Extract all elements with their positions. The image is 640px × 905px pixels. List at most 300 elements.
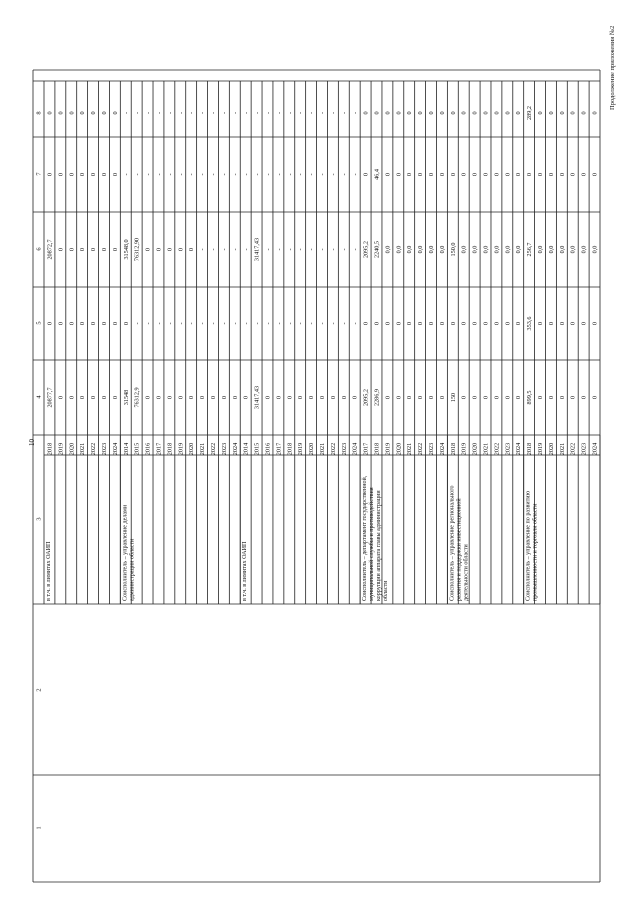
value-col7: 0 — [417, 172, 425, 177]
value-col5: 0 — [46, 321, 54, 326]
value-col8: 0 — [558, 111, 566, 115]
value-col8: 0 — [373, 111, 381, 115]
value-col6: - — [242, 248, 250, 251]
value-col4: 0 — [580, 395, 588, 400]
value-col8: - — [319, 111, 326, 115]
value-col5: - — [177, 322, 185, 325]
value-col4: 20877,7 — [46, 387, 54, 408]
value-col6: 0,0 — [537, 245, 545, 254]
value-col6: 0 — [90, 247, 98, 252]
year-cell: 2024 — [351, 442, 359, 456]
value-col8: 0 — [384, 111, 392, 115]
value-col5: 0 — [547, 321, 555, 326]
year-cell: 2018 — [286, 442, 294, 456]
value-col5: 0 — [122, 321, 130, 326]
value-col7: - — [297, 173, 305, 176]
value-col7: 0 — [537, 172, 545, 177]
value-col6: 31548,0 — [122, 239, 130, 260]
year-cell: 2015 — [253, 442, 261, 456]
year-cell: 2023 — [100, 442, 108, 456]
value-col4: 76312,9 — [133, 387, 141, 408]
year-cell: 2020 — [308, 442, 316, 456]
value-col7: - — [351, 173, 359, 176]
value-col7: 0 — [515, 172, 523, 177]
value-col5: 0 — [373, 321, 381, 326]
value-col8: - — [351, 111, 359, 115]
value-col8: - — [122, 111, 130, 115]
value-col6: - — [231, 248, 239, 251]
value-col7: - — [177, 173, 185, 176]
value-col7: 0 — [580, 172, 588, 177]
year-cell: 2014 — [242, 442, 250, 456]
value-col8: - — [155, 111, 163, 115]
value-col5: - — [308, 322, 316, 325]
value-col4: 0 — [144, 395, 152, 400]
value-col4: 0 — [275, 395, 283, 400]
value-col7: 0 — [46, 172, 54, 177]
value-col7: - — [329, 173, 337, 176]
block-label: Соисполнитель – управление регионального — [449, 485, 456, 601]
value-col6: - — [351, 248, 359, 251]
value-col5: - — [166, 322, 174, 325]
value-col8: - — [297, 111, 305, 115]
block-label: администрации области — [129, 538, 136, 601]
value-col5: 0 — [79, 321, 87, 326]
year-cell: 2020 — [471, 442, 479, 456]
block-label: муниципальной службы и противодействия — [369, 487, 376, 601]
value-col6: 2240,5 — [373, 240, 381, 259]
block-label: в т.ч. в лимитах ОАИП — [242, 541, 249, 601]
value-col5: - — [199, 322, 207, 325]
column-number: 8 — [35, 111, 43, 115]
value-col4: 0 — [406, 395, 414, 400]
value-col4: 2095,2 — [362, 388, 370, 407]
value-col5: 0 — [482, 321, 490, 326]
value-col4: 0 — [471, 395, 479, 400]
value-col8: 0 — [460, 111, 468, 115]
column-number: 7 — [35, 172, 43, 176]
value-col6: 0 — [100, 247, 108, 252]
value-col7: - — [155, 173, 163, 176]
column-number: 2 — [35, 688, 43, 692]
value-col5: 0 — [449, 321, 457, 326]
year-cell: 2018 — [449, 442, 457, 456]
year-cell: 2021 — [199, 442, 207, 456]
value-col5: 0 — [471, 321, 479, 326]
value-col6: - — [297, 248, 305, 251]
value-col7: - — [231, 173, 239, 176]
value-col4: 0 — [504, 395, 512, 400]
value-col5: 0 — [438, 321, 446, 326]
value-col5: 0 — [537, 321, 545, 326]
column-number: 1 — [35, 826, 43, 830]
value-col6: 0 — [155, 247, 163, 252]
year-cell: 2014 — [122, 442, 130, 456]
value-col4: 0 — [57, 395, 65, 400]
value-col7: 0 — [428, 172, 436, 177]
value-col5: - — [329, 322, 337, 325]
value-col6: 0,0 — [417, 245, 425, 254]
value-col8: - — [177, 111, 185, 115]
value-col4: 899,5 — [526, 390, 534, 405]
value-col8: 0 — [362, 111, 370, 115]
value-col5: 0 — [460, 321, 468, 326]
value-col7: 0 — [100, 172, 108, 177]
year-cell: 2015 — [133, 442, 141, 456]
value-col7: 0 — [558, 172, 566, 177]
value-col6: 0 — [166, 247, 174, 252]
value-col7: - — [188, 173, 196, 176]
year-cell: 2022 — [417, 442, 425, 456]
value-col5: - — [242, 322, 250, 325]
year-cell: 2024 — [591, 442, 599, 456]
value-col6: 150,0 — [449, 242, 457, 257]
block-label: области — [383, 580, 390, 601]
value-col4: 0 — [438, 395, 446, 400]
value-col5: 353,6 — [526, 316, 534, 331]
year-cell: 2018 — [373, 442, 381, 456]
value-col7: 0 — [79, 172, 87, 177]
value-col7: - — [199, 173, 207, 176]
year-cell: 2023 — [340, 442, 348, 456]
value-col6: - — [286, 248, 294, 251]
value-col6: 0,0 — [428, 245, 436, 254]
value-col4: 0 — [90, 395, 98, 400]
value-col6: 256,7 — [526, 242, 534, 257]
value-col7: 0 — [68, 172, 76, 177]
value-col7: 0 — [111, 172, 119, 177]
value-col8: - — [188, 111, 196, 115]
year-cell: 2019 — [537, 442, 545, 456]
value-col7: - — [220, 173, 228, 176]
value-col8: 0 — [504, 111, 512, 115]
value-col4: 0 — [460, 395, 468, 400]
value-col8: 0 — [493, 111, 501, 115]
value-col7: - — [122, 173, 130, 176]
value-col6: 0 — [144, 247, 152, 252]
value-col7: - — [133, 173, 141, 176]
value-col8: 0 — [482, 111, 490, 115]
year-cell: 2019 — [177, 442, 185, 456]
value-col4: 0 — [220, 395, 228, 400]
value-col8: 0 — [90, 111, 98, 115]
year-cell: 2020 — [547, 442, 555, 456]
value-col6: 0,0 — [406, 245, 414, 254]
year-cell: 2022 — [209, 442, 217, 456]
value-col5: 0 — [68, 321, 76, 326]
value-col6: 0,0 — [384, 245, 392, 254]
value-col4: 0 — [188, 395, 196, 400]
value-col8: 0 — [395, 111, 403, 115]
value-col6: 0,0 — [580, 245, 588, 254]
year-cell: 2019 — [297, 442, 305, 456]
value-col8: - — [340, 111, 348, 115]
value-col5: - — [133, 322, 141, 325]
value-col7: 0 — [57, 172, 65, 177]
value-col7: 0 — [493, 172, 501, 177]
value-col5: 0 — [395, 321, 403, 326]
value-col5: - — [275, 322, 283, 325]
value-col7: - — [253, 173, 261, 176]
value-col4: 0 — [591, 395, 599, 400]
value-col4: 0 — [79, 395, 87, 400]
value-col5: 0 — [569, 321, 577, 326]
value-col7: - — [209, 173, 217, 176]
year-cell: 2021 — [482, 442, 490, 456]
continuation-note: Продолжение приложения №2 — [609, 25, 616, 110]
value-col7: 0 — [569, 172, 577, 177]
value-col7: - — [319, 173, 326, 176]
value-col4: 150 — [449, 392, 457, 403]
value-col7: 0 — [471, 172, 479, 177]
year-cell: 2020 — [188, 442, 196, 456]
value-col8: - — [275, 111, 283, 115]
year-cell: 2022 — [329, 442, 337, 456]
value-col6: 0,0 — [504, 245, 512, 254]
year-cell: 2023 — [428, 442, 436, 456]
column-number: 5 — [35, 321, 43, 325]
value-col8: 0 — [46, 111, 54, 115]
value-col8: 0 — [79, 111, 87, 115]
value-col7: - — [340, 173, 348, 176]
value-col8: - — [286, 111, 294, 115]
value-col5: - — [264, 322, 272, 325]
value-col7: 0 — [406, 172, 414, 177]
year-cell: 2022 — [493, 442, 501, 456]
value-col6: - — [319, 248, 326, 251]
value-col8: - — [199, 111, 207, 115]
value-col4: 0 — [515, 395, 523, 400]
value-col5: - — [286, 322, 294, 325]
block-label: Соисполнитель – управление делами — [122, 504, 129, 601]
year-cell: 2024 — [515, 442, 523, 456]
value-col6: 0 — [111, 247, 119, 252]
value-col4: 0 — [319, 395, 326, 400]
value-col6: 0,0 — [547, 245, 555, 254]
value-col4: 0 — [209, 395, 217, 400]
year-cell: 2018 — [166, 442, 174, 456]
value-col5: - — [155, 322, 163, 325]
value-col5: - — [209, 322, 217, 325]
block-label: Соисполнитель – департамент государственной, — [362, 475, 369, 601]
value-col4: 0 — [166, 395, 174, 400]
year-cell: 2024 — [438, 442, 446, 456]
value-col7: 0 — [362, 172, 370, 177]
value-col7: 0 — [504, 172, 512, 177]
value-col4: 0 — [111, 395, 119, 400]
value-col8: 0 — [406, 111, 414, 115]
year-cell: 2023 — [220, 442, 228, 456]
year-cell: 2021 — [406, 442, 414, 456]
year-cell: 2022 — [569, 442, 577, 456]
value-col5: - — [340, 322, 348, 325]
value-col8: - — [144, 111, 152, 115]
value-col4: 0 — [569, 395, 577, 400]
value-col8: - — [264, 111, 272, 115]
value-col7: - — [144, 173, 152, 176]
value-col4: 0 — [242, 395, 250, 400]
value-col4: 2286,9 — [373, 388, 381, 407]
value-col6: 31417,43 — [253, 237, 261, 262]
year-cell: 2018 — [46, 442, 54, 456]
value-col7: - — [166, 173, 174, 176]
value-col5: - — [188, 322, 196, 325]
value-col7: 46,4 — [373, 169, 381, 180]
value-col7: 0 — [384, 172, 392, 177]
block-label: в т.ч. в лимитах ОАИП — [46, 541, 52, 601]
value-col4: 0 — [264, 395, 272, 400]
value-col8: 0 — [417, 111, 425, 115]
value-col8: 0 — [591, 111, 599, 115]
block-label: коррупции аппарата главы администрации — [376, 490, 383, 601]
value-col7: 0 — [395, 172, 403, 177]
year-cell: 2020 — [68, 442, 76, 456]
value-col4: 0 — [547, 395, 555, 400]
value-col7: 0 — [449, 172, 457, 177]
block-label: Соисполнитель – управление по развитию — [525, 490, 532, 601]
value-col8: - — [242, 111, 250, 115]
value-col6: - — [275, 248, 283, 251]
value-col6: 0,0 — [569, 245, 577, 254]
value-col5: - — [297, 322, 305, 325]
value-col8: 0 — [569, 111, 577, 115]
value-col5: - — [220, 322, 228, 325]
value-col5: - — [144, 322, 152, 325]
year-cell: 2020 — [395, 442, 403, 456]
value-col6: - — [329, 248, 337, 251]
value-col6: 0 — [57, 247, 65, 252]
year-cell: 2024 — [111, 442, 119, 456]
value-col8: 0 — [471, 111, 479, 115]
value-col4: 0 — [100, 395, 108, 400]
value-col4: 0 — [199, 395, 207, 400]
year-cell: 2024 — [231, 442, 239, 456]
value-col6: - — [199, 248, 207, 251]
block-label: деятельности области — [463, 544, 470, 601]
value-col7: 0 — [438, 172, 446, 177]
value-col4: 0 — [384, 395, 392, 400]
column-number: 3 — [35, 517, 43, 521]
value-col8: - — [220, 111, 228, 115]
value-col4: 0 — [340, 395, 348, 400]
value-col4: 0 — [155, 395, 163, 400]
value-col6: 76312,90 — [133, 237, 141, 262]
value-col4: 0 — [297, 395, 305, 400]
value-col8: - — [166, 111, 174, 115]
year-cell: 2019 — [57, 442, 65, 456]
value-col7: 0 — [90, 172, 98, 177]
year-cell: 2017 — [362, 442, 370, 456]
value-col8: 0 — [547, 111, 555, 115]
year-cell: 2018 — [526, 442, 534, 456]
value-col4: 0 — [177, 395, 185, 400]
value-col8: 0 — [68, 111, 76, 115]
year-cell: 2017 — [275, 442, 283, 456]
value-col5: 0 — [580, 321, 588, 326]
value-col4: 31417,43 — [253, 385, 261, 410]
value-col5: 0 — [558, 321, 566, 326]
value-col5: - — [253, 322, 261, 325]
value-col8: 0 — [537, 111, 545, 115]
value-col8: - — [231, 111, 239, 115]
value-col4: 0 — [558, 395, 566, 400]
value-col5: - — [231, 322, 239, 325]
value-col6: 0,0 — [471, 245, 479, 254]
block-label: промышленности и торговли области — [532, 503, 539, 601]
year-cell: 2021 — [319, 442, 326, 456]
value-col5: 0 — [100, 321, 108, 326]
value-col6: - — [308, 248, 316, 251]
value-col6: 0 — [188, 247, 196, 252]
value-col7: 0 — [591, 172, 599, 177]
value-col4: 0 — [537, 395, 545, 400]
page-number: 10 — [28, 439, 36, 446]
value-col4: 31548 — [122, 389, 130, 406]
value-col6: 0,0 — [493, 245, 501, 254]
value-col4: 0 — [308, 395, 316, 400]
value-col4: 0 — [493, 395, 501, 400]
value-col8: - — [253, 111, 261, 115]
year-cell: 2016 — [264, 442, 272, 456]
value-col5: 0 — [362, 321, 370, 326]
value-col5: 0 — [493, 321, 501, 326]
value-col4: 0 — [417, 395, 425, 400]
value-col8: 0 — [111, 111, 119, 115]
value-col6: 0,0 — [558, 245, 566, 254]
year-cell: 2023 — [504, 442, 512, 456]
column-number: 4 — [35, 395, 43, 399]
value-col5: 0 — [90, 321, 98, 326]
value-col8: 0 — [428, 111, 436, 115]
value-col8: 0 — [100, 111, 108, 115]
value-col7: - — [286, 173, 294, 176]
value-col5: 0 — [406, 321, 414, 326]
value-col7: - — [275, 173, 283, 176]
block-label: развития и поддержки инвестиционной — [456, 498, 463, 601]
value-col8: 0 — [57, 111, 65, 115]
value-col4: 0 — [68, 395, 76, 400]
value-col6: - — [220, 248, 228, 251]
column-number: 6 — [35, 247, 43, 251]
value-col5: 0 — [384, 321, 392, 326]
value-col5: - — [351, 322, 359, 325]
value-col6: 0,0 — [395, 245, 403, 254]
value-col4: 0 — [329, 395, 337, 400]
year-cell: 2019 — [384, 442, 392, 456]
value-col8: - — [308, 111, 316, 115]
value-col6: 20872,7 — [46, 239, 54, 260]
value-col6: 0,0 — [460, 245, 468, 254]
value-col4: 0 — [395, 395, 403, 400]
value-col8: 0 — [449, 111, 457, 115]
value-col8: - — [329, 111, 337, 115]
year-cell: 2019 — [460, 442, 468, 456]
year-cell: 2021 — [79, 442, 87, 456]
value-col4: 0 — [482, 395, 490, 400]
year-cell: 2016 — [144, 442, 152, 456]
value-col5: 0 — [57, 321, 65, 326]
value-col8: - — [133, 111, 141, 115]
value-col8: 0 — [438, 111, 446, 115]
year-cell: 2021 — [558, 442, 566, 456]
value-col5: 0 — [504, 321, 512, 326]
value-col6: 0 — [79, 247, 87, 252]
value-col7: 0 — [482, 172, 490, 177]
value-col7: - — [264, 173, 272, 176]
value-col8: 289,2 — [526, 106, 534, 120]
value-col4: 0 — [286, 395, 294, 400]
value-col4: 0 — [428, 395, 436, 400]
